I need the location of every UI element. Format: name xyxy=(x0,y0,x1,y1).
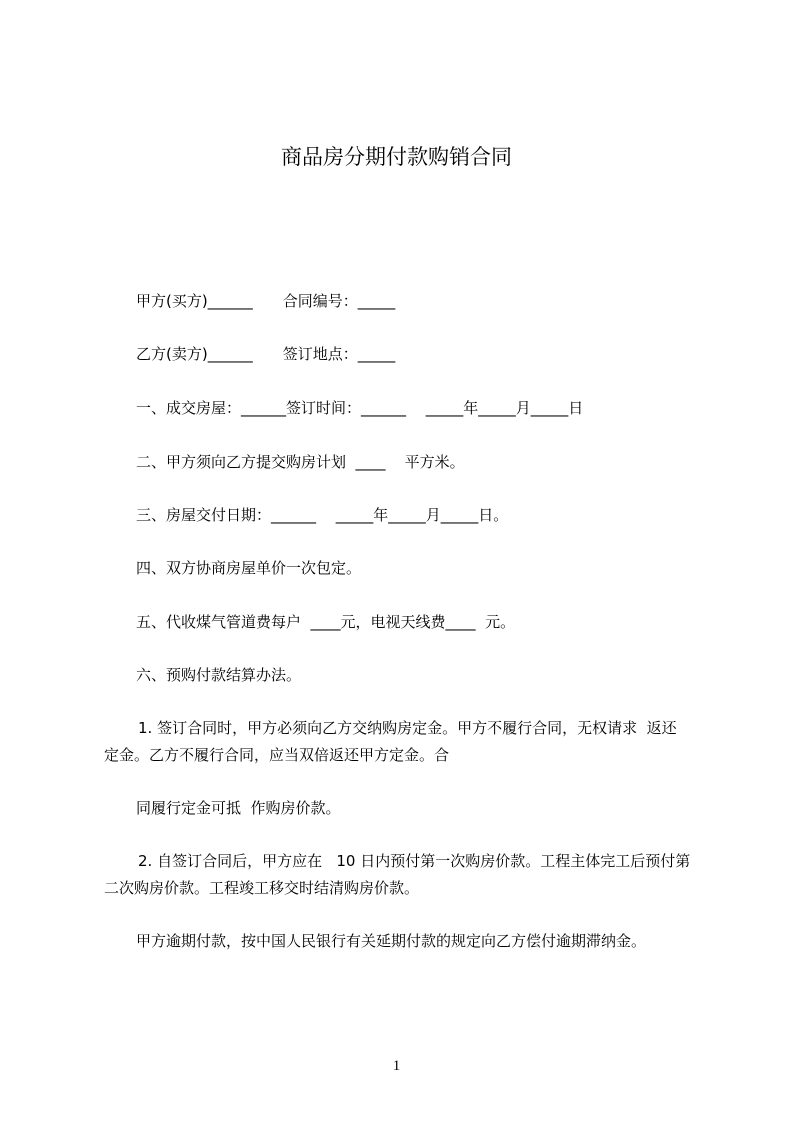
payment-rule-1-line-3: 同履行定金可抵 作购房价款。 xyxy=(136,799,341,817)
payment-rule-1-line-1: 1. 签订合同时，甲方必须向乙方交纳购房定金。甲方不履行合同，无权请求 返还 xyxy=(138,719,677,737)
clause-2: 二、甲方须向乙方提交购房计划 ____ 平方米。 xyxy=(136,453,465,471)
party-a-line: 甲方(买方)______ 合同编号：_____ xyxy=(136,292,396,310)
party-b-line: 乙方(卖方)______ 签订地点：_____ xyxy=(136,345,396,363)
clause-6: 六、预购付款结算办法。 xyxy=(136,666,302,684)
clause-4: 四、双方协商房屋单价一次包定。 xyxy=(136,559,362,577)
payment-rule-2-line-2: 二次购房价款。工程竣工移交时结清购房价款。 xyxy=(104,879,420,897)
clause-1: 一、成交房屋：______签订时间：______ _____年_____月_____日 xyxy=(136,399,584,417)
clause-3: 三、房屋交付日期：______ _____年_____月_____日。 xyxy=(136,506,509,524)
late-payment-clause: 甲方逾期付款，按中国人民银行有关延期付款的规定向乙方偿付逾期滞纳金。 xyxy=(136,932,647,950)
payment-rule-2-line-1: 2. 自签订合同后，甲方应在 10 日内预付第一次购房价款。工程主体完工后预付第 xyxy=(138,852,691,870)
document-title: 商品房分期付款购销合同 xyxy=(281,145,512,169)
payment-rule-1-line-2: 定金。乙方不履行合同，应当双倍返还甲方定金。合 xyxy=(104,746,450,764)
page-number: 1 xyxy=(392,1058,401,1074)
clause-5: 五、代收煤气管道费每户 ____元，电视天线费____ 元。 xyxy=(136,613,516,631)
